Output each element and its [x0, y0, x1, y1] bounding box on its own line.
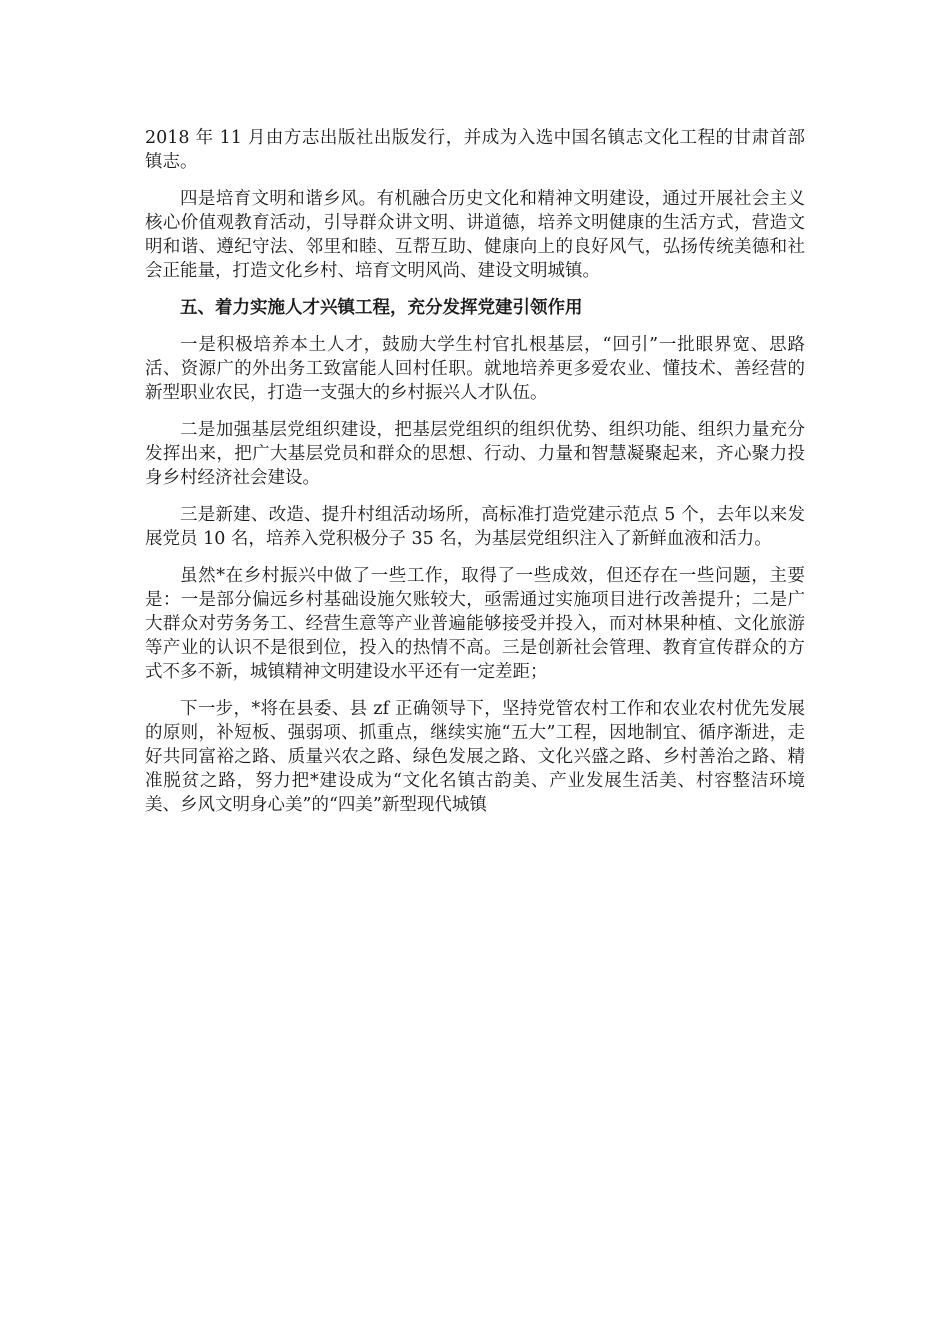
paragraph-cultivate-civilized-customs: 四是培育文明和谐乡风。有机融合历史文化和精神文明建设，通过开展社会主义核心价值观教育活动，引导群众讲文明、讲道德，培养文明健康的生活方式，营造文明和谐、遵纪守法、邻里和睦、互帮互助、健康向上的良好风气，弘扬传统美德和社会正能量，打造文化乡村、培育文明风尚、建设文明城镇。 [145, 189, 805, 281]
paragraph-local-talent: 一是积极培养本土人才，鼓励大学生村官扎根基层，“回引”一批眼界宽、思路活、资源广的外出务工致富能人回村任职。就地培养更多爱农业、懂技术、善经营的新型职业农民，打造一支强大的乡村振兴人才队伍。 [145, 335, 805, 403]
document-page [145, 126, 805, 830]
section-heading-talent: 五、着力实施人才兴镇工程，充分发挥党建引领作用 [180, 298, 583, 318]
paragraph-party-organization: 二是加强基层党组织建设，把基层党组织的组织优势、组织功能、组织力量充分发挥出来，把广大基层党员和群众的思想、行动、力量和智慧凝聚起来，齐心聚力投身乡村经济社会建设。 [145, 420, 805, 488]
paragraph-activity-venues: 三是新建、改造、提升村组活动场所，高标准打造党建示范点 5 个，去年以来发展党员 10 名，培养入党积极分子 35 名，为基层党组织注入了新鲜血液和活力。 [145, 505, 805, 549]
paragraph-problems: 虽然*在乡村振兴中做了一些工作，取得了一些成效，但还存在一些问题，主要是：一是部分偏远乡村基础设施欠账较大，亟需通过实施项目进行改善提升；二是广大群众对劳务务工、经营生意等产业普遍能够接受并投入，而对林果种植、文化旅游等产业的认识不是很到位，投入的热情不高。三是创新社会管理、教育宣传群众的方式不多不新，城镇精神文明建设水平还有一定差距； [145, 566, 805, 682]
paragraph-next-steps: 下一步，*将在县委、县 zf 正确领导下，坚持党管农村工作和农业农村优先发展的原则，补短板、强弱项、抓重点，继续实施“五大”工程，因地制宜、循序渐进，走好共同富裕之路、质量兴农之路、绿色发展之路、文化兴盛之路、乡村善治之路、精准脱贫之路，努力把*建设成为“文化名镇古韵美、产业发展生活美、村容整洁环境美、乡风文明身心美”的“四美”新型现代城镇 [145, 699, 805, 815]
paragraph-continuation: 2018 年 11 月由方志出版社出版发行，并成为入选中国名镇志文化工程的甘肃首部镇志。 [145, 128, 805, 172]
